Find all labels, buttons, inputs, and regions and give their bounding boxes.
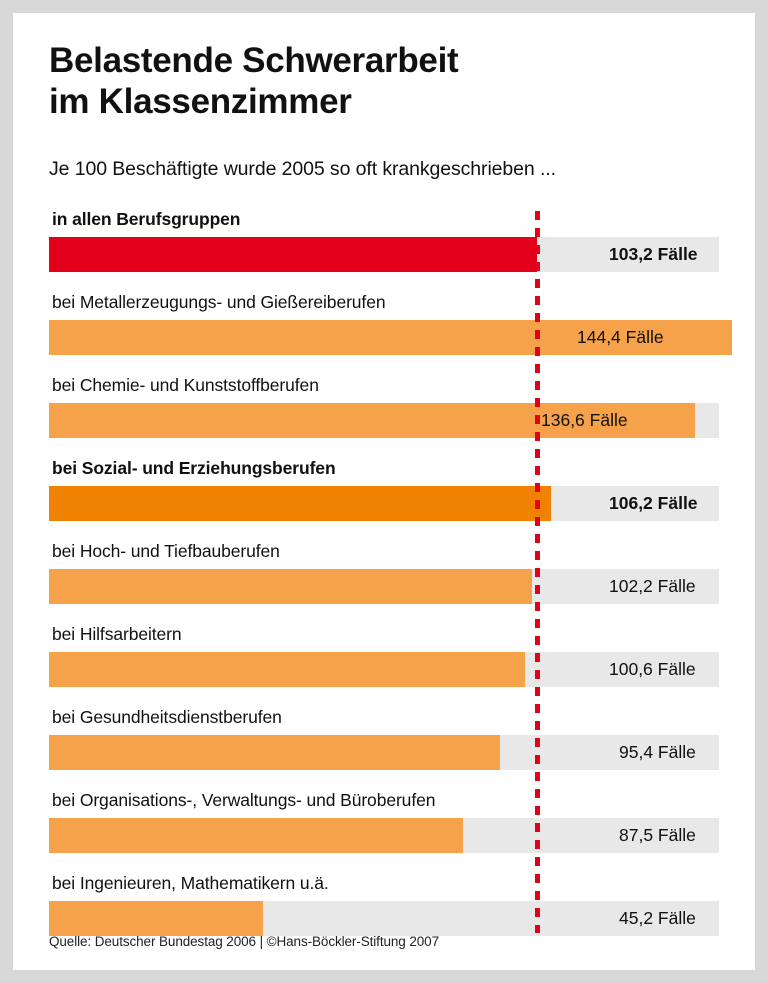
subtitle: Je 100 Beschäftigte wurde 2005 so oft krankgeschrieben ...: [49, 158, 556, 180]
bar-label: in allen Berufsgruppen: [52, 209, 241, 229]
bar-value: 106,2 Fälle: [609, 493, 698, 513]
bar-value: 144,4 Fälle: [577, 327, 664, 347]
bar-fill: [49, 735, 500, 770]
source-note: Quelle: Deutscher Bundestag 2006 | ©Hans-Böckler-Stiftung 2007: [49, 934, 439, 949]
page-title: [49, 40, 709, 123]
bar-label: bei Gesundheitsdienstberufen: [52, 707, 282, 727]
bar-label: bei Ingenieuren, Mathematikern u.ä.: [52, 873, 329, 893]
bar-value: 45,2 Fälle: [619, 908, 696, 928]
infographic-card: [13, 13, 755, 970]
bar-fill: [49, 569, 532, 604]
bar-value: 95,4 Fälle: [619, 742, 696, 762]
bar-fill: [49, 486, 551, 521]
bar-value: 87,5 Fälle: [619, 825, 696, 845]
bar-label: bei Metallerzeugungs- und Gießereiberufen: [52, 292, 386, 312]
bar-label: bei Hilfsarbeitern: [52, 624, 182, 644]
bar-label: bei Organisations-, Verwaltungs- und Büroberufen: [52, 790, 436, 810]
infographic-inner: [13, 13, 755, 970]
bar-value: 103,2 Fälle: [609, 244, 698, 264]
bar-chart: [49, 209, 719, 928]
page-title-line1: Belastende Schwerarbeit: [49, 41, 459, 80]
bar-value: 136,6 Fälle: [541, 410, 628, 430]
bar-value: 100,6 Fälle: [609, 659, 696, 679]
bar-label: bei Hoch- und Tiefbauberufen: [52, 541, 280, 561]
bar-fill: [49, 652, 525, 687]
bar-label: bei Sozial- und Erziehungsberufen: [52, 458, 336, 478]
bar-value: 102,2 Fälle: [609, 576, 696, 596]
bar-fill: [49, 818, 463, 853]
bar-fill: [49, 237, 537, 272]
bar-label: bei Chemie- und Kunststoffberufen: [52, 375, 319, 395]
reference-line: [535, 211, 540, 933]
page-title-line2: im Klassenzimmer: [49, 82, 352, 122]
bar-fill: [49, 901, 263, 936]
